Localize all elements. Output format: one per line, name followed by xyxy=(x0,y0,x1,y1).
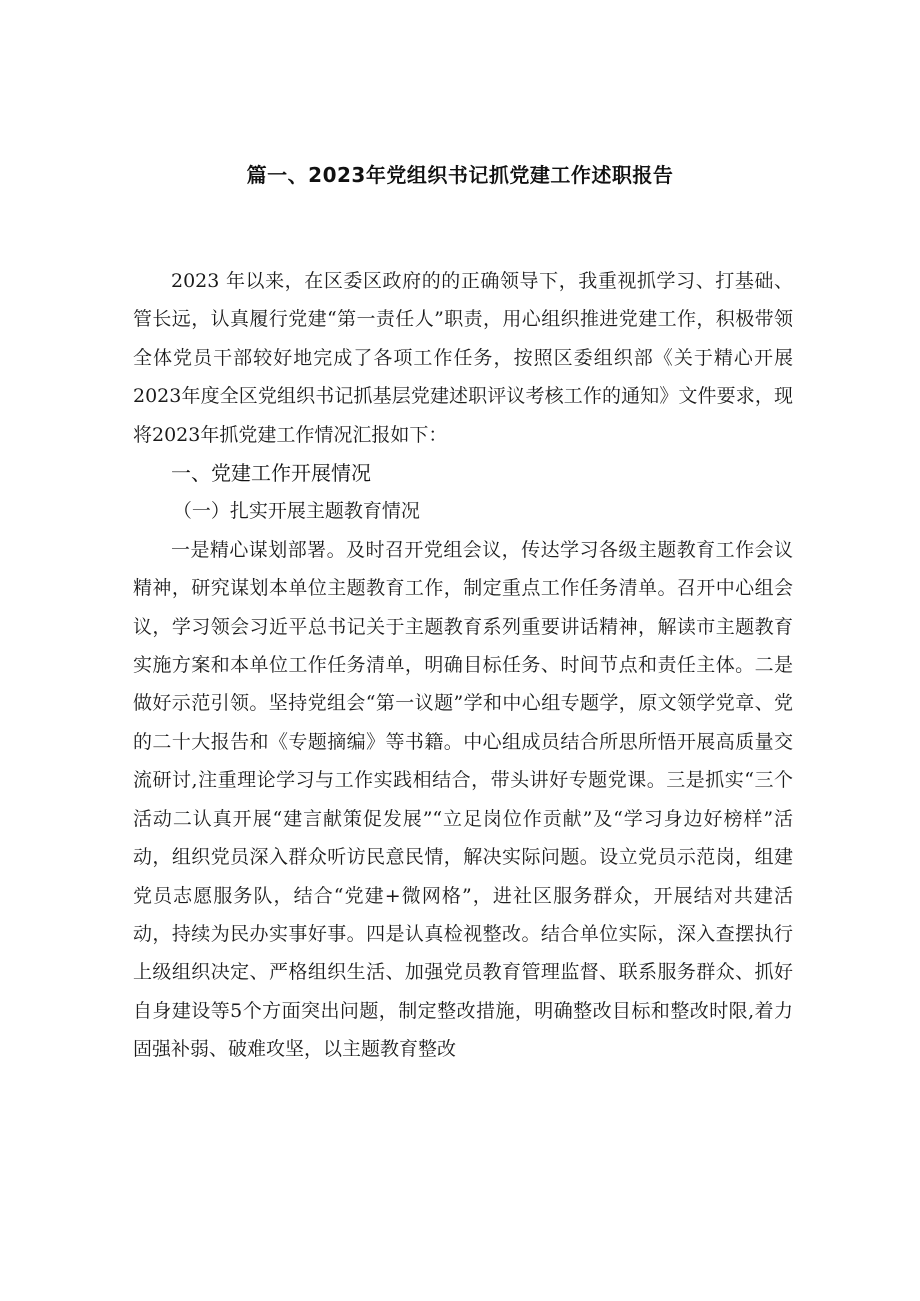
document-title: 篇一、2023年党组织书记抓党建工作述职报告 xyxy=(246,163,674,187)
body-paragraph: 一是精心谋划部署。及时召开党组会议，传达学习各级主题教育工作会议精神，研究谋划本单位主题教育工作，制定重点工作任务清单。召开中心组会议，学习领会习近平总书记关于主题教育系列重要讲话精神，解读市主题教育实施方案和本单位工作任务清单，明确目标任务、时间节点和责任主体。二是做好示范引领。坚持党组会“第一议题”学和中心组专题学，原文领学党章、党的二十大报告和《专题摘编》等书籍。中心组成员结合所思所悟开展高质量交流研讨,注重理论学习与工作实践相结合，带头讲好专题党课。三是抓实“三个活动二认真开展“建言献策促发展”“立足岗位作贡献”及“学习身边好榜样”活动，组织党员深入群众听访民意民情，解决实际问题。设立党员示范岗，组建党员志愿服务队，结合“党建+微网格”，进社区服务群众，开展结对共建活动，持续为民办实事好事。四是认真检视整改。结合单位实际，深入查摆执行上级组织决定、严格组织生活、加强党员教育管理监督、联系服务群众、抓好自身建设等5个方面突出问题，制定整改措施，明确整改目标和整改时限,着力固强补弱、破难攻坚，以主题教育整改 xyxy=(133,538,793,1061)
section-heading: 一、党建工作开展情况 xyxy=(171,461,371,486)
document-body xyxy=(133,262,793,1069)
subsection-heading: （一）扎实开展主题教育情况 xyxy=(172,500,420,523)
intro-paragraph: 2023 年以来，在区委区政府的的正确领导下，我重视抓学习、打基础、管长远，认真履行党建“第一责任人”职责，用心组织推进党建工作，积极带领全体党员干部较好地完成了各项工作任务，按照区委组织部《关于精心开展2023年度全区党组织书记抓基层党建述职评议考核工作的通知》文件要求，现将2023年抓党建工作情况汇报如下： xyxy=(133,270,793,446)
